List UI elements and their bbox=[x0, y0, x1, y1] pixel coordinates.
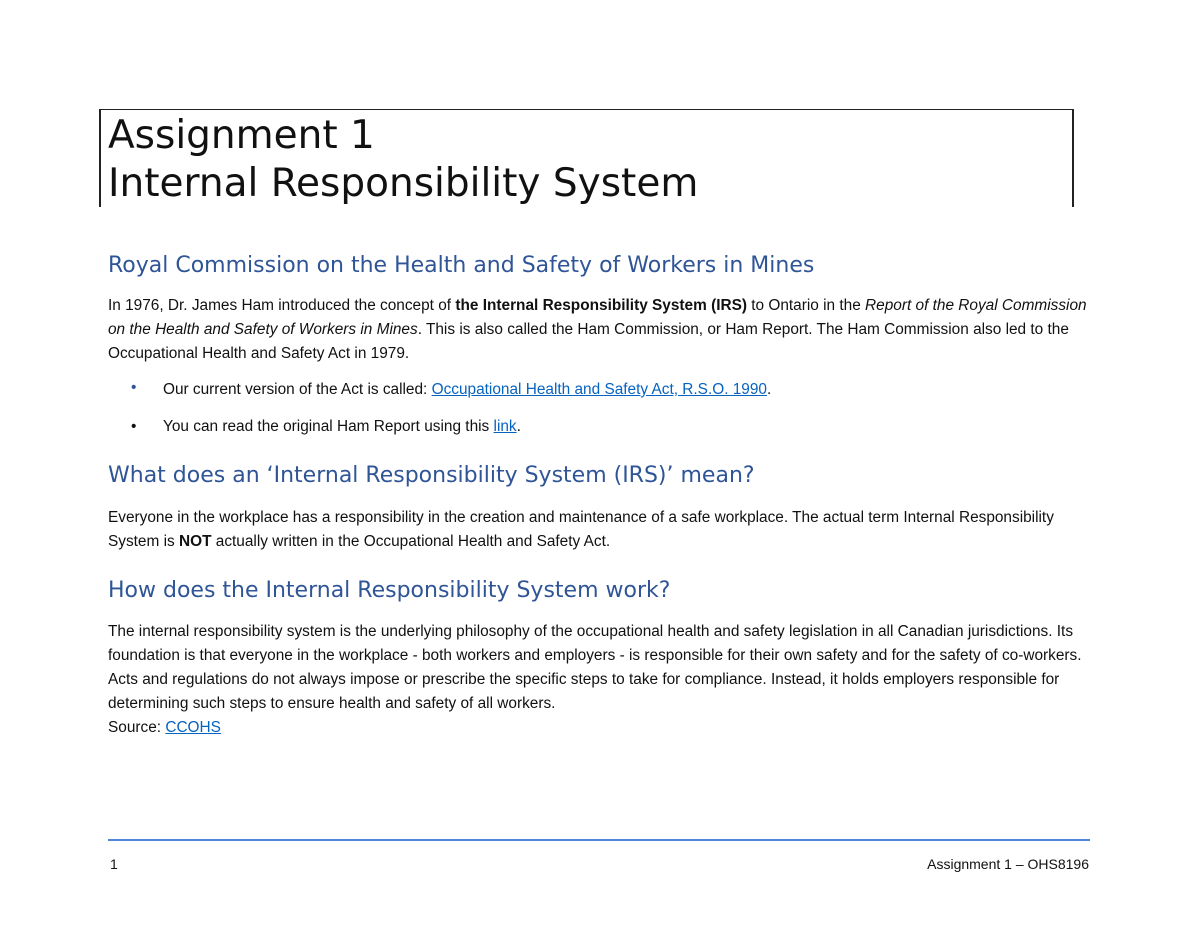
section-heading-irs-meaning: What does an ‘Internal Responsibility System (IRS)’ mean? bbox=[108, 463, 755, 488]
bullet-marker: • bbox=[131, 418, 137, 435]
footer-document-label: Assignment 1 – OHS8196 bbox=[927, 856, 1089, 872]
bullet-marker: • bbox=[131, 379, 137, 396]
paragraph-irs-work: The internal responsibility system is the underlying philosophy of the occupational health and safety legislation in all Canadian jurisdictions. Its foundation is that everyone in the workplace - both workers and employers - is responsible for their own safety and for the safety of co-workers. Acts and regulations do not always impose or prescribe the specific steps to take for compliance. Instead, it holds employers responsible for determining such steps to ensure health and safety of all workers. Source: CCOHS bbox=[108, 623, 1082, 736]
ohs-act-link[interactable]: Occupational Health and Safety Act, R.S.O. 1990 bbox=[431, 381, 767, 398]
list-item-act-version: Our current version of the Act is called: Occupational Health and Safety Act, R.S.O. 1990. bbox=[163, 381, 772, 398]
list-item-ham-report: You can read the original Ham Report using this link. bbox=[163, 418, 521, 435]
ham-report-link[interactable]: link bbox=[493, 418, 517, 435]
footer-divider bbox=[108, 839, 1090, 841]
page-number: 1 bbox=[110, 856, 118, 872]
ccohs-link[interactable]: CCOHS bbox=[165, 719, 221, 736]
paragraph-irs-meaning: Everyone in the workplace has a responsibility in the creation and maintenance of a safe workplace. The actual term Internal Responsibility System is NOT actually written in the Occupational Health and Safety Act. bbox=[108, 509, 1054, 550]
section-heading-irs-work: How does the Internal Responsibility System work? bbox=[108, 578, 671, 603]
document-title-line-2: Internal Responsibility System bbox=[108, 161, 699, 206]
section-heading-royal-commission: Royal Commission on the Health and Safety of Workers in Mines bbox=[108, 253, 815, 278]
paragraph-ham-intro: In 1976, Dr. James Ham introduced the concept of the Internal Responsibility System (IRS) to Ontario in the Report of the Royal Commission on the Health and Safety of Workers in Mines. This is also called the Ham Commission, or Ham Report. The Ham Commission also led to the Occupational Health and Safety Act in 1979. bbox=[108, 297, 1087, 362]
document-title-line-1: Assignment 1 bbox=[108, 113, 375, 158]
